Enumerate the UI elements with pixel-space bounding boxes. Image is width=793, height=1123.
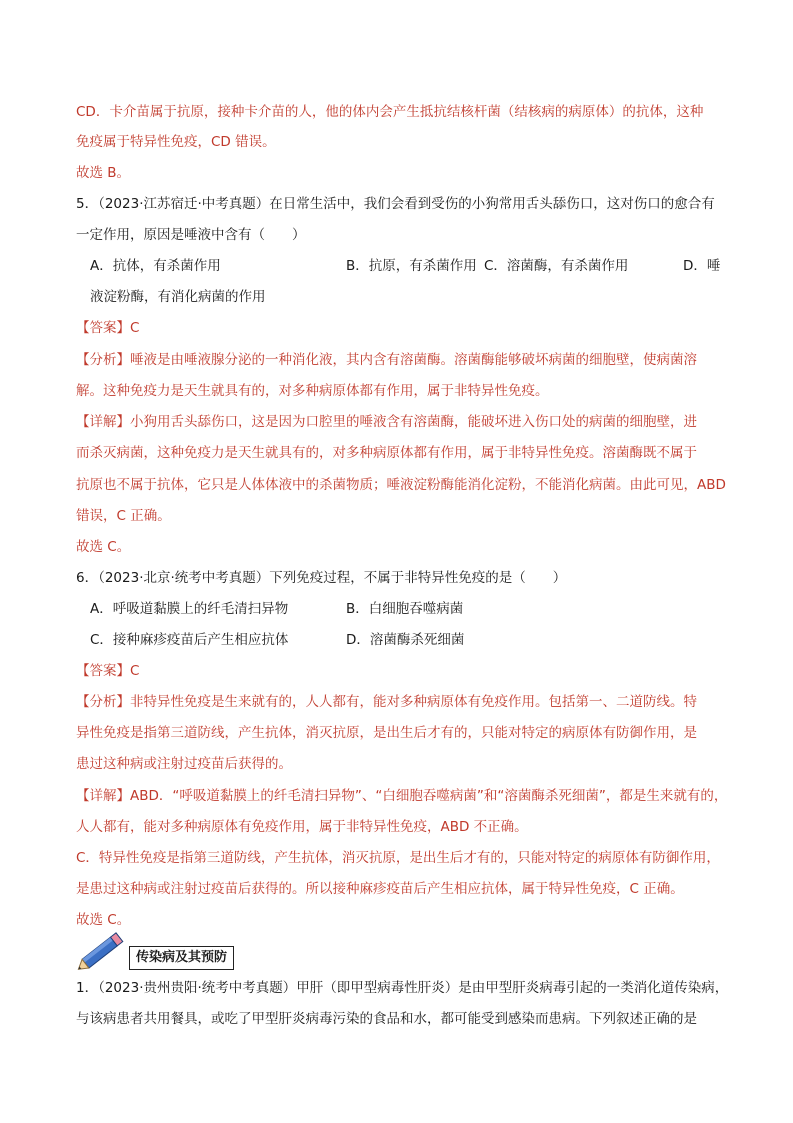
q6-detail: 是患过这种病或注射过疫苗后获得的。所以接种麻疹疫苗后产生相应抗体，属于特异性免疫，C 正确。	[76, 881, 684, 897]
q5-answer	[76, 318, 139, 338]
question-1-stem: 1．（2023·贵州贵阳·统考中考真题）甲肝（即甲型病毒性肝炎）是由甲型肝炎病毒引起的一类消化道传染病，	[76, 980, 729, 996]
answer-value: C	[130, 663, 140, 679]
text-line: CD．卡介苗属于抗原，接种卡介苗的人，他的体内会产生抵抗结核杆菌（结核病的病原体）的抗体，这种	[76, 104, 704, 120]
q5-detail: 而杀灭病菌，这种免疫力是天生就具有的，对多种病原体都有作用，属于非特异性免疫。溶菌酶既不属于	[76, 445, 697, 461]
q6-option-b: B．白细胞吞噬病菌	[346, 601, 464, 617]
q5-option-a: A．抗体，有杀菌作用	[90, 258, 221, 274]
question-6-stem: 6．（2023·北京·统考中考真题）下列免疫过程，不属于非特异性免疫的是（ ）	[76, 570, 567, 586]
q6-analysis: 患过这种病或注射过疫苗后获得的。	[76, 756, 292, 772]
question-1-stem: 与该病患者共用餐具，或吃了甲型肝炎病毒污染的食品和水，都可能受到感染而患病。下列叙述正确的是	[76, 1011, 697, 1027]
answer-value: C	[130, 320, 140, 336]
q6-option-a: A．呼吸道黏膜上的纤毛清扫异物	[90, 601, 289, 617]
q5-detail	[76, 412, 697, 432]
section-title: 传染病及其预防	[129, 946, 234, 970]
q5-option-d-cont: 液淀粉酶，有消化病菌的作用	[90, 289, 266, 305]
q6-detail: C．特异性免疫是指第三道防线，产生抗体，消灭抗原，是出生后才有的，只能对特定的病原体有防御作用，	[76, 850, 720, 866]
q6-detail: 人人都有，能对多种病原体有免疫作用，属于非特异性免疫，ABD 不正确。	[76, 819, 528, 835]
detail-text: 小狗用舌头舔伤口，这是因为口腔里的唾液含有溶菌酶，能破坏进入伤口处的病菌的细胞壁，进	[130, 414, 697, 430]
q6-analysis	[76, 692, 697, 712]
q5-option-b: B．抗原，有杀菌作用	[346, 258, 477, 274]
q6-option-c: C．接种麻疹疫苗后产生相应抗体	[90, 632, 289, 648]
detail-tag: 【详解】	[76, 788, 130, 804]
analysis-text: 唾液是由唾液腺分泌的一种消化液，其内含有溶菌酶。溶菌酶能够破坏病菌的细胞壁，使病菌溶	[130, 352, 697, 368]
analysis-tag: 【分析】	[76, 694, 130, 710]
q5-option-c: C．溶菌酶，有杀菌作用	[484, 258, 629, 274]
detail-tag: 【详解】	[76, 414, 130, 430]
q5-selection: 故选 C。	[76, 539, 131, 555]
analysis-text: 非特异性免疫是生来就有的，人人都有，能对多种病原体有免疫作用。包括第一、二道防线。特	[130, 694, 697, 710]
pencil-icon	[70, 927, 130, 979]
question-5-stem: 一定作用，原因是唾液中含有（ ）	[76, 227, 306, 243]
q5-detail: 抗原也不属于抗体，它只是人体体液中的杀菌物质；唾液淀粉酶能消化淀粉，不能消化病菌。由此可见，ABD	[76, 477, 726, 493]
q6-option-d: D．溶菌酶杀死细菌	[346, 632, 465, 648]
q6-analysis: 异性免疫是指第三道防线，产生抗体，消灭抗原，是出生后才有的，只能对特定的病原体有防御作用，是	[76, 725, 697, 741]
analysis-tag: 【分析】	[76, 352, 130, 368]
answer-tag: 【答案】	[76, 320, 130, 336]
question-5-stem: 5．（2023·江苏宿迁·中考真题）在日常生活中，我们会看到受伤的小狗常用舌头舔伤口，这对伤口的愈合有	[76, 196, 715, 212]
q5-option-d: D．唾	[683, 258, 721, 274]
answer-tag: 【答案】	[76, 663, 130, 679]
text-line: 故选 B。	[76, 165, 131, 181]
q5-analysis	[76, 350, 697, 370]
q5-analysis: 解。这种免疫力是天生就具有的，对多种病原体都有作用，属于非特异性免疫。	[76, 383, 549, 399]
text-line: 免疫属于特异性免疫，CD 错误。	[76, 134, 276, 150]
q6-detail	[76, 786, 727, 806]
detail-text: ABD．“呼吸道黏膜上的纤毛清扫异物”、“白细胞吞噬病菌”和“溶菌酶杀死细菌”，都是生来就有的，	[130, 788, 728, 804]
q6-selection: 故选 C。	[76, 912, 131, 928]
q6-answer	[76, 661, 139, 681]
q5-detail: 错误，C 正确。	[76, 508, 171, 524]
